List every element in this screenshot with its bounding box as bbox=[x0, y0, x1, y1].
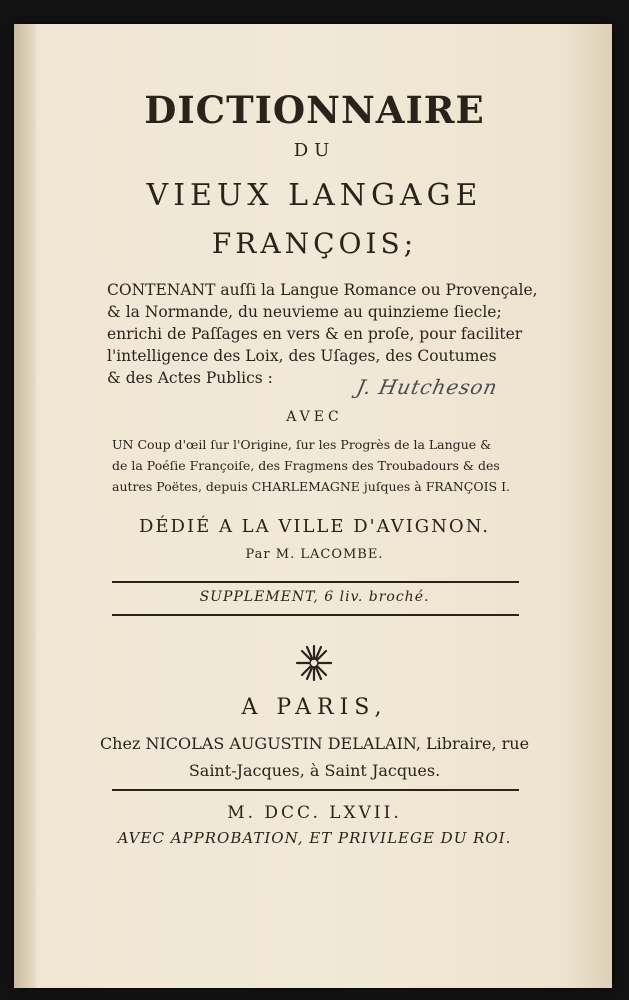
imprint-year: M. DCC. LXVII. bbox=[227, 803, 402, 823]
description-line: CONTENANT auſſi la Langue Romance ou Provençale, bbox=[107, 281, 538, 299]
title-line-2: DU bbox=[293, 140, 336, 161]
top-rule bbox=[112, 581, 519, 583]
description-paragraph bbox=[107, 279, 538, 389]
author-line: Par M. LACOMBE. bbox=[245, 547, 384, 562]
avec-heading: AVEC bbox=[286, 409, 343, 425]
avec-line: de la Poéſie Françoiſe, des Fragmens des Troubadours & des bbox=[112, 458, 500, 473]
imprint-rule bbox=[112, 789, 519, 791]
approbation-line: AVEC APPROBATION, ET PRIVILEGE DU ROI. bbox=[117, 829, 512, 847]
avec-line: UN Coup d'œil ſur l'Origine, ſur les Progrès de la Langue & bbox=[112, 437, 492, 452]
bottom-rule bbox=[112, 614, 519, 616]
imprint-city: A PARIS, bbox=[241, 695, 388, 720]
imprint-publisher: Chez NICOLAS AUGUSTIN DELALAIN, Libraire, rue bbox=[99, 734, 530, 753]
description-line: enrichi de Paſſages en vers & en proſe, pour faciliter bbox=[107, 325, 523, 343]
description-line: l'intelligence des Loix, des Uſages, des Coutumes bbox=[107, 347, 497, 365]
supplement-price: SUPPLEMENT, 6 liv. broché. bbox=[199, 589, 430, 605]
avec-line: autres Poëtes, depuis CHARLEMAGNE juſques à FRANÇOIS I. bbox=[112, 479, 510, 494]
title-line-4: FRANÇOIS; bbox=[211, 227, 418, 260]
avec-paragraph bbox=[112, 434, 522, 497]
fleuron-ornament-icon bbox=[292, 643, 336, 683]
title-line-1: DICTIONNAIRE bbox=[144, 88, 485, 132]
imprint-address: Saint-Jacques, à Saint Jacques. bbox=[188, 761, 441, 780]
description-line: & des Actes Publics : bbox=[107, 369, 273, 387]
title-line-3: VIEUX LANGAGE bbox=[146, 178, 483, 213]
handwritten-signature: J. Hutcheson bbox=[354, 375, 501, 399]
dedication: DÉDIÉ A LA VILLE D'AVIGNON. bbox=[138, 516, 491, 537]
description-line: & la Normande, du neuvieme au quinzieme ſiecle; bbox=[107, 303, 502, 321]
